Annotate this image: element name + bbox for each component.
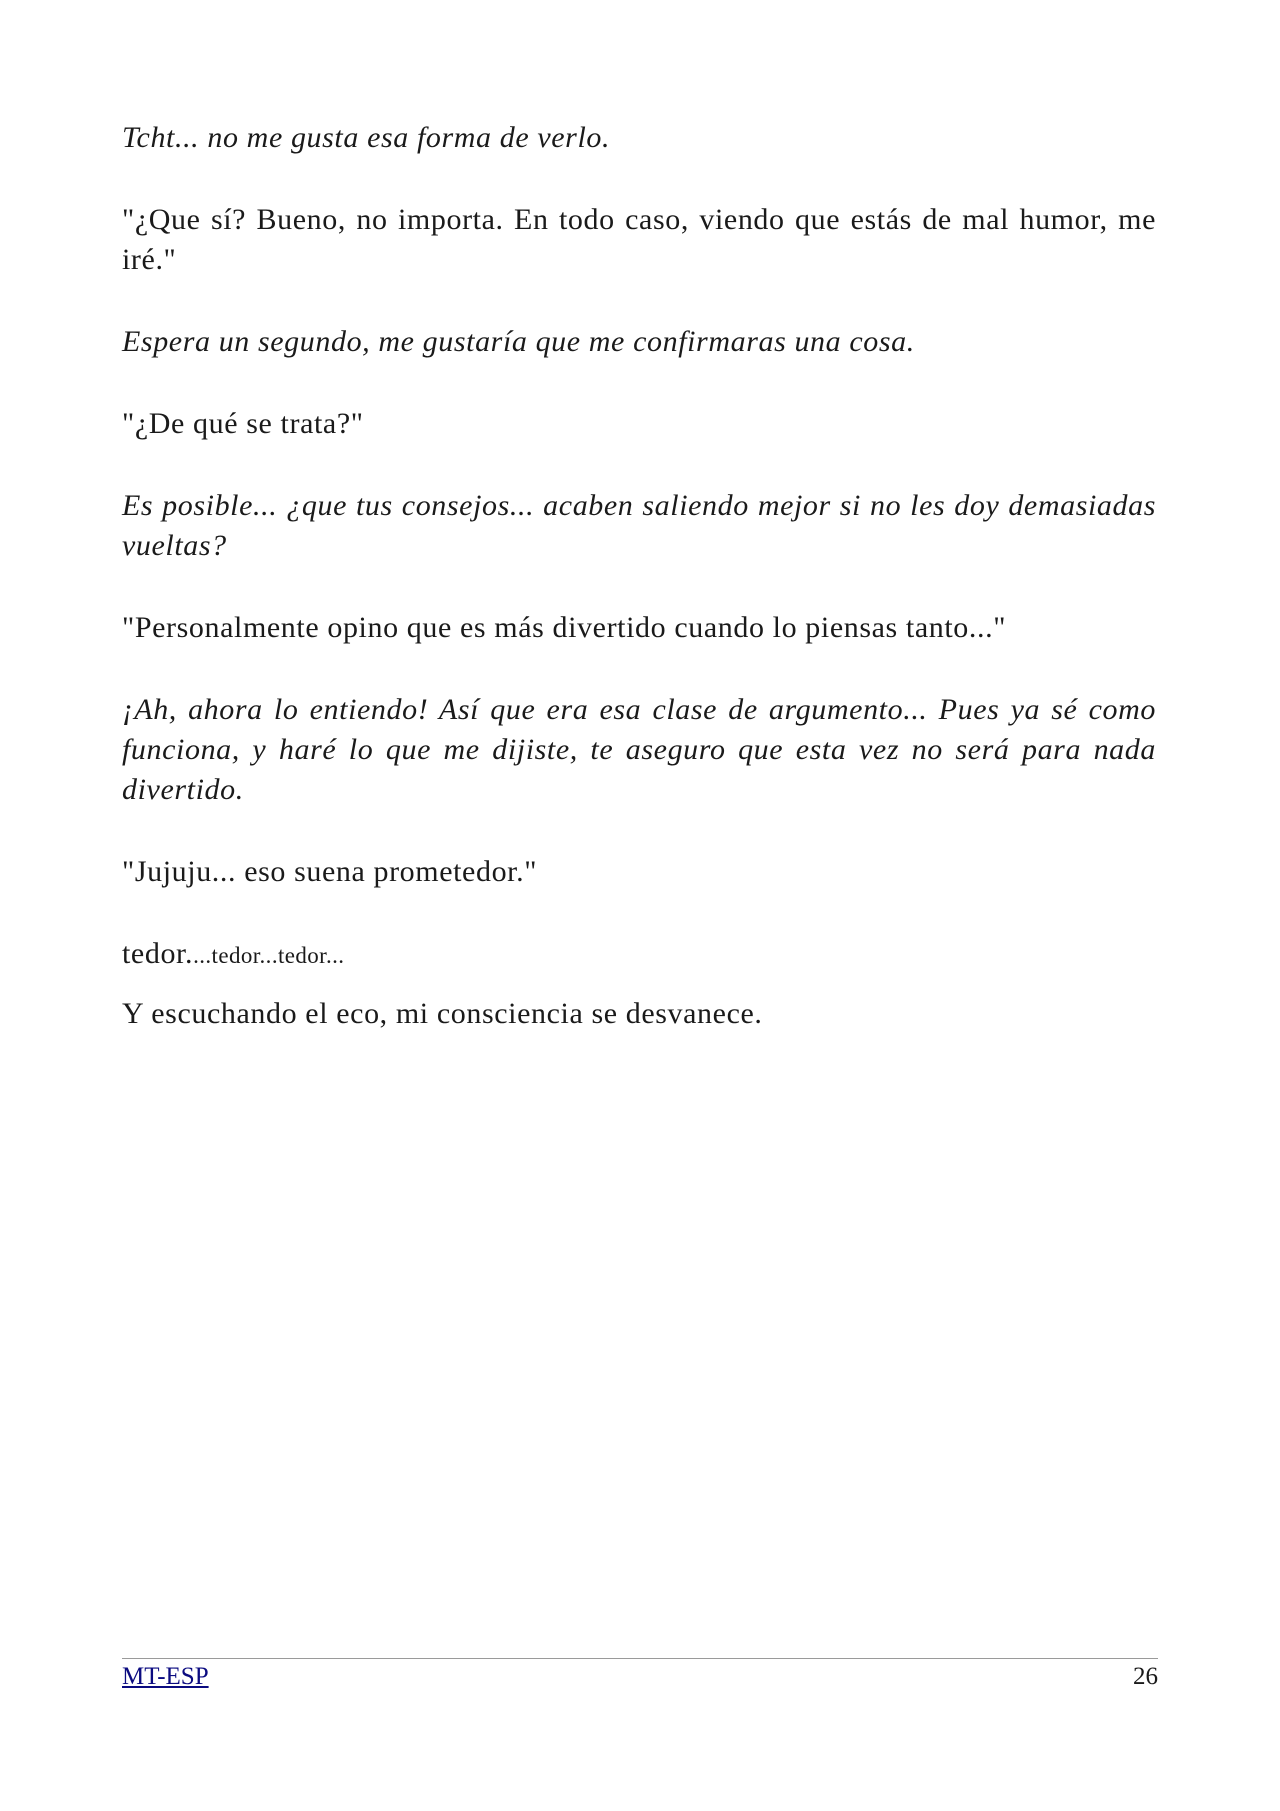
- paragraph-thought-1: Tcht... no me gusta esa forma de verlo.: [122, 121, 611, 154]
- paragraph-dialogue-4: "Jujuju... eso suena prometedor.": [122, 855, 538, 888]
- paragraph-dialogue-3: "Personalmente opino que es más divertido cuando lo piensas tanto...": [122, 611, 1007, 644]
- echo-line: [122, 934, 1156, 976]
- echo-main: tedor.: [122, 937, 194, 970]
- footer-source-link[interactable]: MT-ESP: [122, 1663, 209, 1690]
- paragraph-thought-4: ¡Ah, ahora lo entiendo! Así que era esa clase de argumento... Pues ya sé como funciona, y haré lo que me dijiste, te aseguro que esta vez no será para nada divertido.: [122, 693, 1156, 806]
- echo-small: ...tedor...tedor...: [193, 943, 345, 968]
- footer-divider: [122, 1658, 1158, 1659]
- page-body: [122, 118, 1156, 1076]
- paragraph-dialogue-1: "¿Que sí? Bueno, no importa. En todo caso, viendo que estás de mal humor, me iré.": [122, 203, 1156, 276]
- paragraph-thought-2: Espera un segundo, me gustaría que me confirmaras una cosa.: [122, 325, 915, 358]
- paragraph-thought-3: Es posible... ¿que tus consejos... acaben saliendo mejor si no les doy demasiadas vueltas?: [122, 489, 1156, 562]
- page-number: 26: [1133, 1663, 1158, 1690]
- paragraph-dialogue-2: "¿De qué se trata?": [122, 407, 364, 440]
- closing-paragraph: Y escuchando el eco, mi consciencia se desvanece.: [122, 997, 763, 1030]
